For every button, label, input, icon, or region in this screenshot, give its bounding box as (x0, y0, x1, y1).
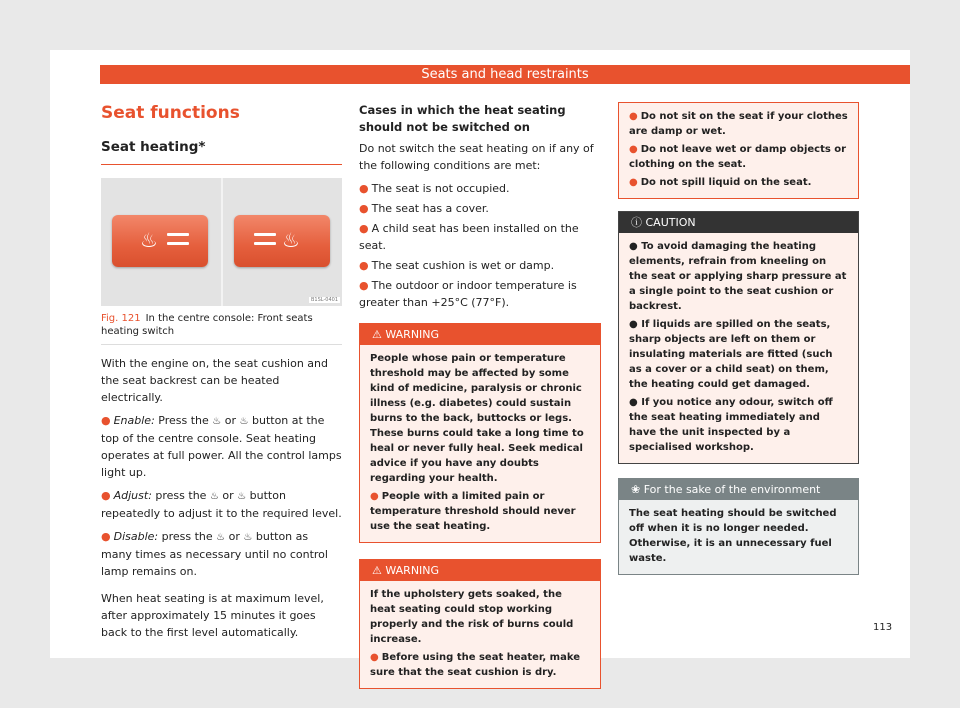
warning-body: People whose pain or temperature threshold may be affected by some kind of medicine, paralysis or chronic illness (e.g. diabetes) could sustain burns to the back, buttocks or legs. These burns could take a long time to heal or never fully heal. Seek medical advice if you have any doubts regarding your health. ● People with a limited pain or temperature threshold should never use the seat heating. (370, 353, 584, 532)
adjust-item: ● Adjust: press the ♨ or ♨ button repeatedly to adjust it to the required level. (101, 489, 342, 520)
left-seat-icon: ♨ (209, 491, 219, 502)
environment-header: ❀ For the sake of the environment (619, 479, 858, 500)
list-item: ● The seat is not occupied. (359, 182, 510, 195)
level-bars-icon (254, 233, 276, 251)
caution-body: ● To avoid damaging the heating elements, refrain from kneeling on the seat or applying sharp pressure at a single point to the seat cushion or backrest. ● If liquids are spilled on the seats, sharp objects are left on them or insulating materials are fitted (such as a cover or a child seat) on them, the heating could get damaged. ● If you notice any odour, switch off the seat heating immediately and have the unit inspected by a specialised workshop. (629, 241, 847, 453)
cases-intro: Do not switch the seat heating on if any of the following conditions are met: (359, 142, 594, 172)
left-seat-heating-button (112, 215, 208, 267)
outro-text: When heat seating is at maximum level, after approximately 15 minutes it goes back to the first level automatically. (101, 592, 324, 639)
disable-item: ● Disable: press the ♨ or ♨ button as many times as necessary until no control lamp remains on. (101, 530, 328, 578)
right-seat-icon: ♨ (243, 532, 253, 543)
section-subtitle: Seat heating* (101, 138, 342, 165)
environment-body: The seat heating should be switched off when it is no longer needed. Otherwise, it is an unnecessary fuel waste. (629, 508, 837, 564)
page-title: Seat functions (101, 103, 240, 123)
enable-item: ● Enable: Press the ♨ or ♨ button at the top of the centre console. Seat heating operates at full power. All the control lamps light up. (101, 414, 342, 479)
warning-icon: ⚠ (372, 328, 382, 341)
warning-box-pain (359, 323, 601, 543)
figure-seat-heating-switch (101, 178, 342, 307)
warning-continued-body: ● Do not sit on the seat if your clothes are damp or wet. ● Do not leave wet or damp objects or clothing on the seat. ● Do not spill liquid on the seat. (629, 111, 848, 188)
warning-continued-box (618, 102, 859, 199)
caution-header: ⓘ CAUTION (619, 212, 858, 233)
intro-text: With the engine on, the seat cushion and the seat backrest can be heated electrically. (101, 357, 328, 404)
left-seat-icon: ♨ (216, 532, 226, 543)
warning-body: If the upholstery gets soaked, the heat seating could stop working properly and the risk of burns could increase. ● Before using the seat heater, make sure that the seat cushion is dry. (370, 589, 581, 678)
column-middle (359, 102, 601, 689)
figure-label: Fig. 121 (101, 313, 141, 324)
cases-title: Cases in which the heat seating should not be switched on (359, 103, 566, 134)
manual-page (50, 50, 910, 678)
left-seat-icon: ♨ (212, 416, 222, 427)
warning-header: ⚠ WARNING (360, 560, 600, 581)
section-header: Seats and head restraints (100, 65, 910, 84)
right-seat-heating-button (234, 215, 330, 267)
environment-box (618, 478, 859, 575)
figure-divider (221, 178, 223, 306)
warning-header: ⚠ WARNING (360, 324, 600, 345)
level-bars-icon (167, 233, 189, 251)
caution-icon: ⓘ (631, 216, 642, 229)
caution-box (618, 211, 859, 464)
column-right (618, 102, 859, 575)
figure-code: B1SL-0401 (310, 297, 338, 303)
list-item: ● A child seat has been installed on the seat. (359, 222, 579, 252)
figure-caption: Fig. 121 In the centre console: Front seats heating switch (101, 312, 342, 345)
seat-heat-icon: ♨ (282, 228, 300, 252)
list-item: ● The seat cushion is wet or damp. (359, 259, 555, 272)
environment-icon: ❀ (631, 483, 641, 496)
list-item: ● The outdoor or indoor temperature is greater than +25°C (77°F). (359, 279, 577, 309)
right-seat-icon: ♨ (237, 491, 247, 502)
page-number: 113 (873, 622, 893, 633)
seat-heat-icon: ♨ (140, 228, 158, 252)
warning-box-upholstery (359, 559, 601, 689)
column-left (101, 102, 342, 641)
warning-icon: ⚠ (372, 564, 382, 577)
list-item: ● The seat has a cover. (359, 202, 489, 215)
right-seat-icon: ♨ (239, 416, 249, 427)
